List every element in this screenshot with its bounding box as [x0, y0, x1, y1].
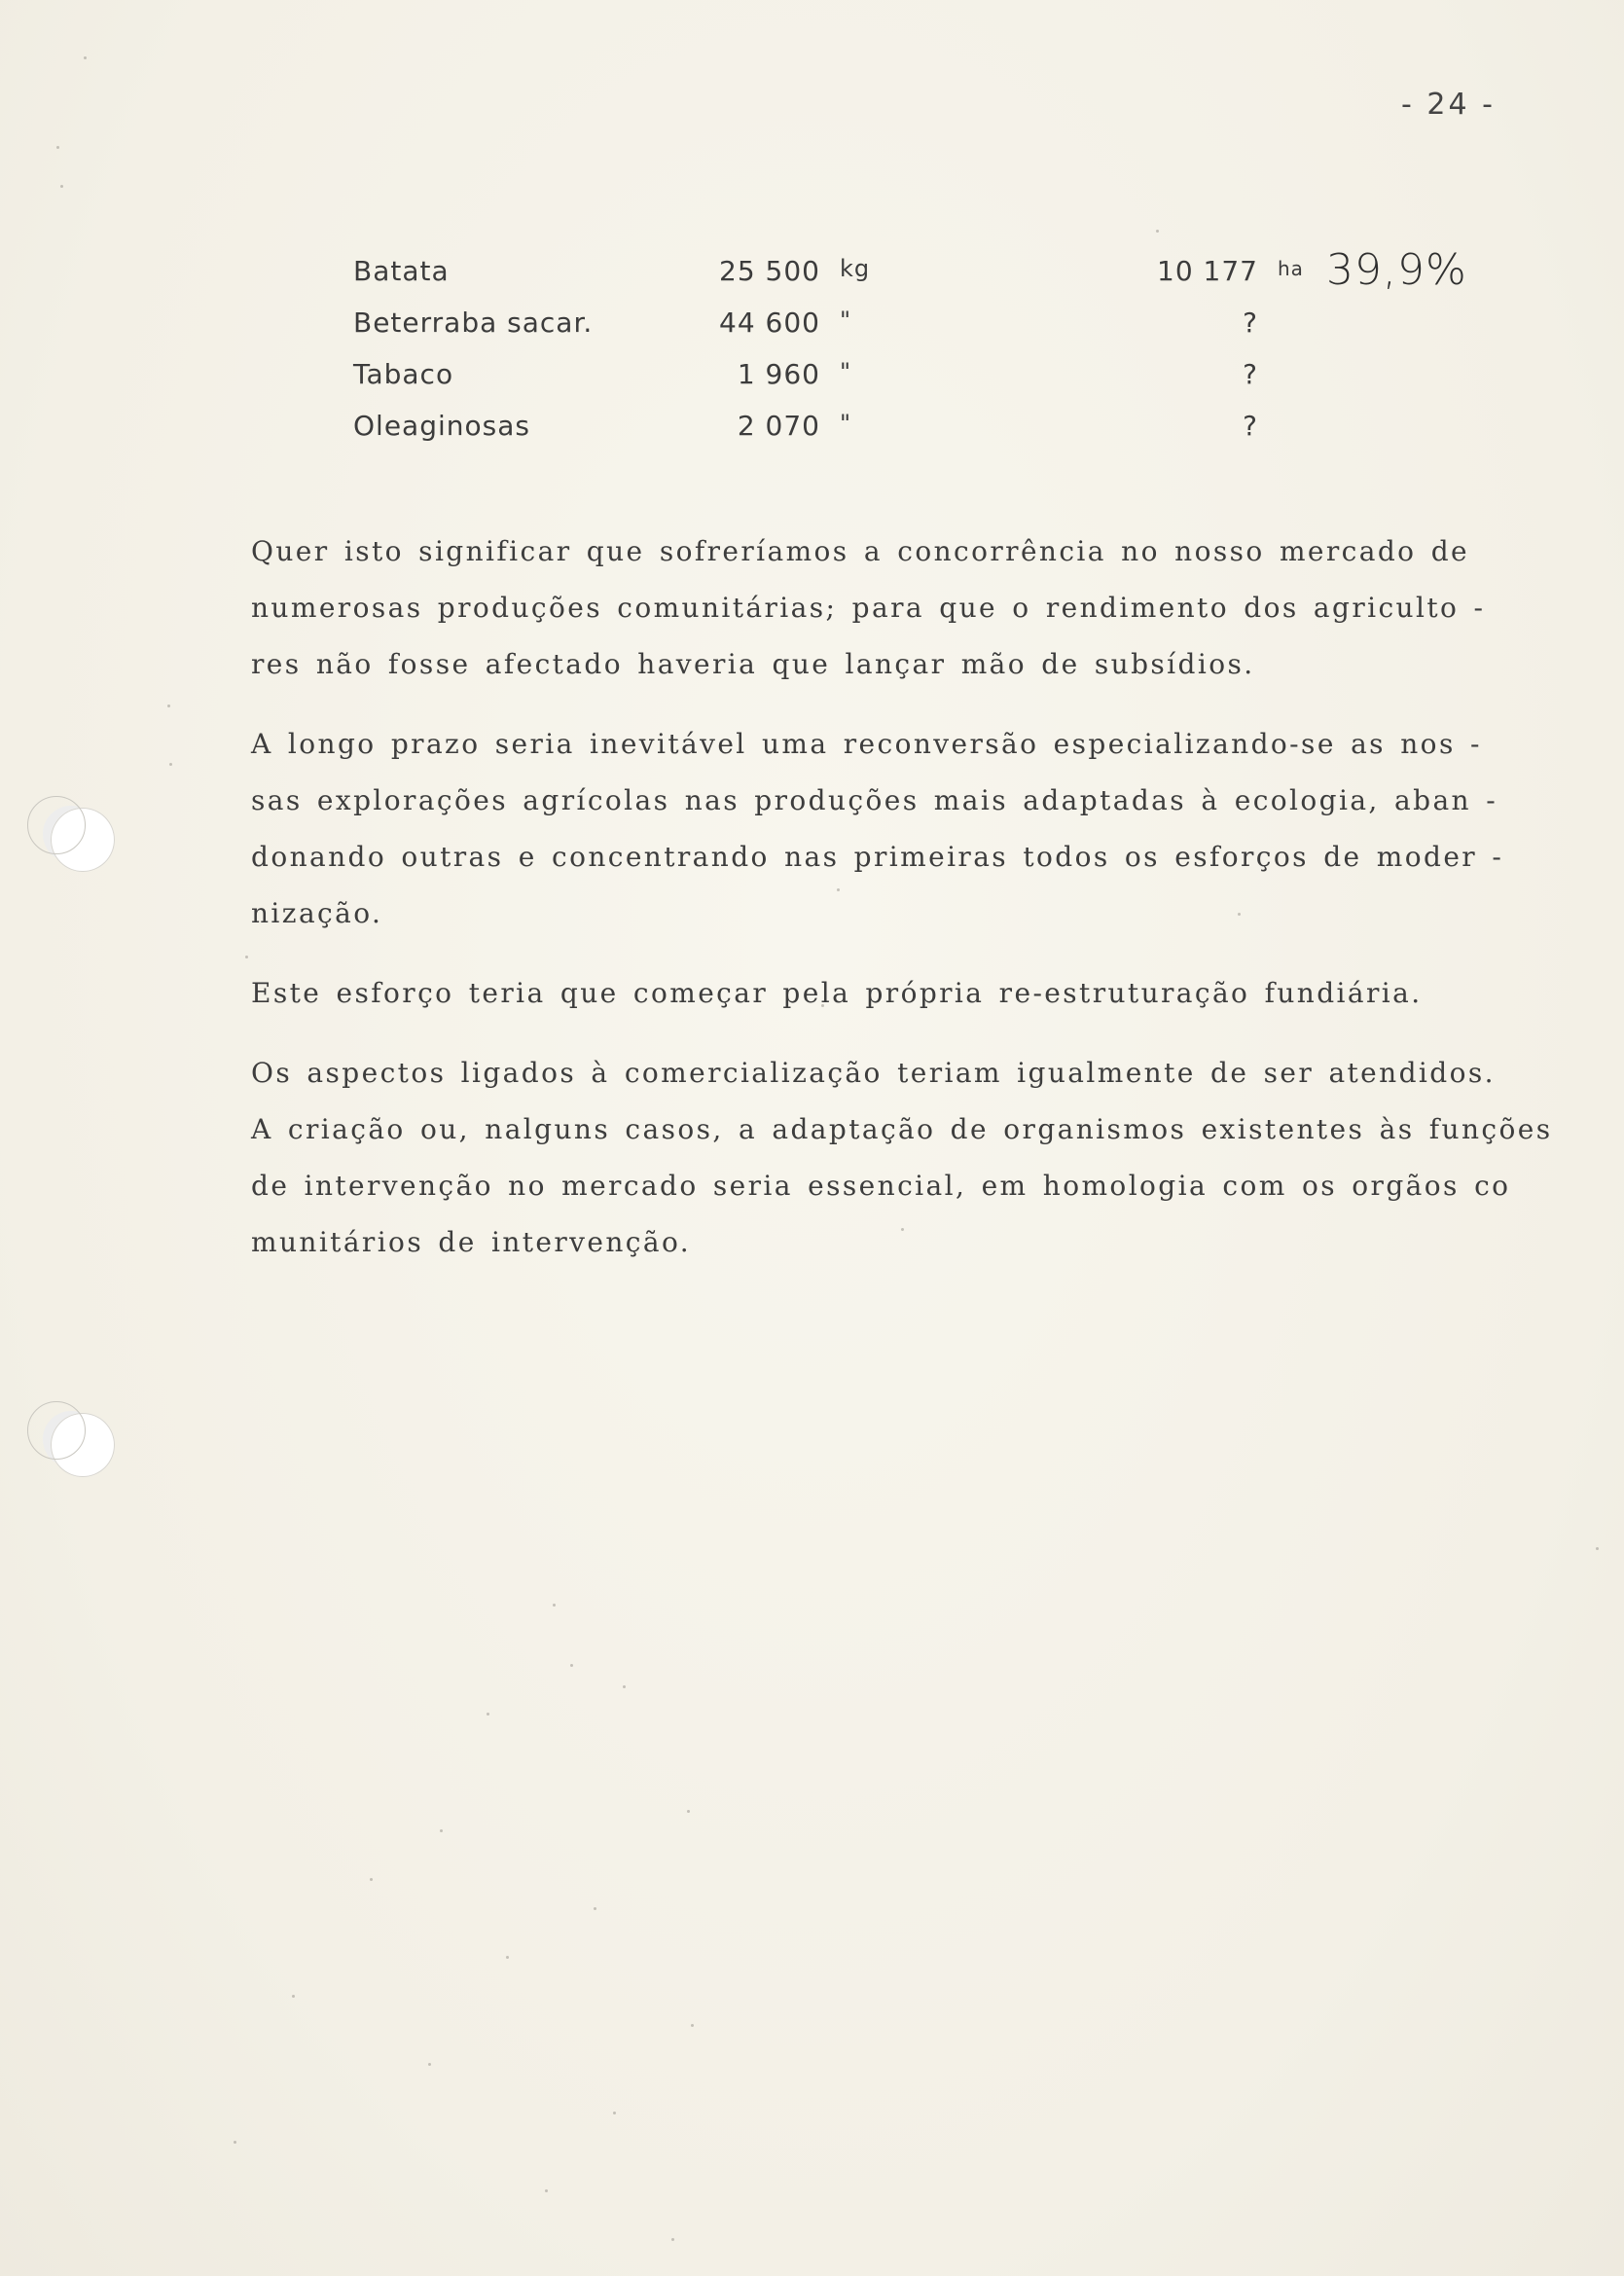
production-value: 2 070 [737, 410, 820, 442]
text-line: A criação ou, nalguns casos, a adaptação de organismos existentes às funções [251, 1113, 1553, 1145]
production-value: 1 960 [737, 358, 820, 390]
production-unit: " [840, 307, 852, 334]
scan-speck [234, 2141, 236, 2144]
product-name: Beterraba sacar. [353, 307, 594, 339]
scan-speck [553, 1604, 556, 1607]
scan-speck [613, 2112, 616, 2114]
text-line: munitários de intervenção. [251, 1226, 692, 1258]
body-text [251, 524, 1553, 1294]
paragraph [251, 524, 1516, 693]
production-unit: " [840, 358, 852, 385]
text-line: A longo prazo seria inevitável uma reconversão especializando-se as nos - [251, 728, 1482, 760]
production-value: 44 600 [719, 307, 820, 339]
scan-speck [594, 1907, 596, 1910]
scan-speck [370, 1878, 373, 1881]
scan-speck [570, 1664, 573, 1667]
paragraph [251, 965, 1516, 1022]
scan-speck [487, 1713, 489, 1716]
text-line: de intervenção no mercado seria essencial, em homologia com os orgãos co [251, 1170, 1511, 1202]
scan-speck [60, 185, 63, 188]
scan-speck [84, 56, 87, 59]
production-table [353, 245, 1521, 461]
production-unit: " [840, 410, 852, 437]
table-row [353, 410, 1521, 461]
scan-speck [671, 2238, 674, 2241]
scan-speck [245, 956, 248, 958]
production-unit: kg [840, 255, 871, 282]
text-line: sas explorações agrícolas nas produções mais adaptadas à ecologia, aban - [251, 784, 1498, 816]
page-number: - 24 - [1401, 88, 1496, 122]
area-value: ? [1243, 410, 1258, 442]
table-row [353, 245, 1521, 307]
product-name: Tabaco [353, 358, 454, 390]
scan-speck [1596, 1547, 1599, 1550]
table-row [353, 358, 1521, 410]
area-value: ? [1243, 307, 1258, 339]
production-value: 25 500 [719, 255, 820, 287]
scan-speck [623, 1685, 626, 1688]
product-name: Oleaginosas [353, 410, 530, 442]
area-unit: ha [1278, 257, 1304, 280]
scan-speck [1156, 230, 1159, 233]
scan-speck [687, 1810, 690, 1813]
scan-speck [167, 704, 170, 707]
text-line: Os aspectos ligados à comercialização teriam igualmente de ser atendidos. [251, 1057, 1496, 1089]
scan-speck [506, 1956, 509, 1959]
text-line: donando outras e concentrando nas primeiras todos os esforços de moder - [251, 841, 1504, 873]
text-line: nização. [251, 897, 383, 929]
product-name: Batata [353, 255, 450, 287]
text-line: Quer isto significar que sofreríamos a concorrência no nosso mercado de [251, 535, 1470, 567]
scan-speck [292, 1995, 295, 1998]
area-value: ? [1243, 358, 1258, 390]
text-line: Este esforço teria que começar pela própria re-estruturação fundiária. [251, 977, 1423, 1009]
text-line: res não fosse afectado haveria que lançar mão de subsídios. [251, 648, 1255, 680]
paragraph [251, 716, 1516, 942]
paragraph [251, 1045, 1553, 1271]
scan-speck [56, 146, 59, 149]
punch-hole-top [51, 808, 115, 872]
scan-speck [691, 2024, 694, 2027]
scan-speck [169, 763, 172, 766]
area-value: 10 177 [1157, 255, 1258, 287]
punch-hole-bottom [51, 1413, 115, 1477]
table-row [353, 307, 1521, 358]
scan-speck [545, 2189, 548, 2192]
text-line: numerosas produções comunitárias; para que o rendimento dos agriculto - [251, 592, 1486, 624]
scan-speck [428, 2063, 431, 2066]
scan-speck [440, 1829, 443, 1832]
handwritten-note: 39,9% [1326, 245, 1467, 295]
